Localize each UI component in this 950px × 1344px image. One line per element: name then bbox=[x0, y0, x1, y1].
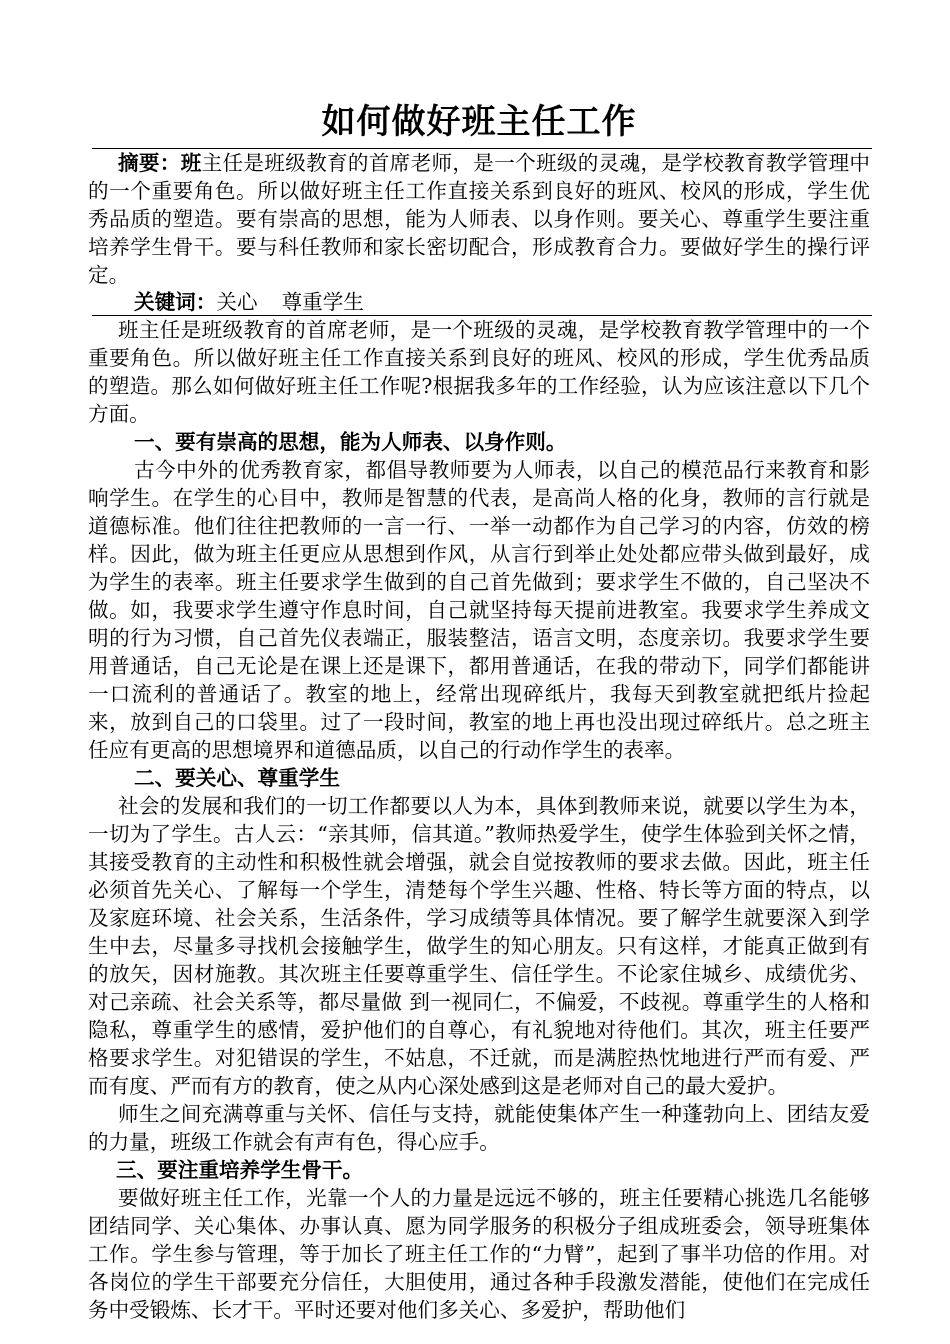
section-paragraph: 师生之间充满尊重与关怀、信任与支持，就能使集体产生一种蓬勃向上、团结友爱的力量，班级工作就会有声有色，得心应手。 bbox=[88, 1102, 870, 1154]
section-paragraph: 要做好班主任工作，光靠一个人的力量是远远不够的，班主任要精心挑选几名能够团结同学、关心集体、办事认真、愿为同学服务的积极分子组成班委会，领导班集体工作。学生参与管理，等于加长了班主任工作的“力臂”，起到了事半功倍的作用。对各岗位的学生干部要充分信任，大胆使用，通过各种手段激发潜能，使他们在完成任务中受锻炼、长才干。平时还要对他们多关心、多爱护，帮助他们 bbox=[88, 1186, 870, 1322]
section-heading: 二、要关心、尊重学生 bbox=[134, 766, 340, 790]
section-paragraph: 古今中外的优秀教育家，都倡导教师要为人师表，以自己的模范品行来教育和影响学生。在学生的心目中，教师是智慧的代表，是高尚人格的化身，教师的言行就是道德标准。他们往往把教师的一言一行、一举一动都作为自己学习的内容，仿效的榜样。因此，做为班主任更应从思想到作风，从言行到举止处处都应带头做到最好，成为学生的表率。班主任要求学生做到的自己首先做到；要求学生不做的，自己坚决不做。如，我要求学生遵守作息时间，自己就坚持每天提前进教室。我要求学生养成文明的行为习惯，自己首先仪表端正，服装整洁，语言文明，态度亲切。我要求学生要用普通话，自己无论是在课上还是课下，都用普通话，在我的带动下，同学们都能讲一口流利的普通话了。教室的地上，经常出现碎纸片，我每天到教室就把纸片捡起来，放到自己的口袋里。过了一段时间，教室的地上再也没出现过碎纸片。总之班主任应有更高的思想境界和道德品质，以自己的行动作学生的表率。 bbox=[88, 458, 870, 762]
section-heading: 一、要有崇高的思想，能为人师表、以身作则。 bbox=[134, 430, 567, 454]
keywords-row bbox=[88, 289, 870, 315]
abstract-lead: 班 bbox=[180, 151, 202, 175]
document-page bbox=[88, 96, 870, 1324]
keyword-item: 尊重学生 bbox=[281, 290, 364, 314]
keywords-label: 关键词： bbox=[134, 290, 217, 314]
abstract-text: 主任是班级教育的首席老师，是一个班级的灵魂，是学校教育教学管理中的一个重要角色。所以做好班主任工作直接关系到良好的班风、校风的形成，学生优秀品质的塑造。要有崇高的思想，能为人师表、以身作则。要关心、尊重学生要注重培养学生骨干。要与科任教师和家长密切配合，形成教育合力。要做好学生的操行评定。 bbox=[88, 151, 871, 287]
keyword-item: 关心 bbox=[216, 290, 258, 314]
section-heading: 三、要注重培养学生骨干。 bbox=[116, 1158, 364, 1182]
abstract-label: 摘要： bbox=[118, 151, 181, 175]
intro-paragraph: 班主任是班级教育的首席老师，是一个班级的灵魂，是学校教育教学管理中的一个重要角色。所以做好班主任工作直接关系到良好的班风、校风的形成，学生优秀品质的塑造。那么如何做好班主任工作呢?根据我多年的工作经验，认为应该注意以下几个方面。 bbox=[88, 318, 870, 426]
page-title: 如何做好班主任工作 bbox=[321, 102, 637, 142]
abstract-paragraph bbox=[88, 149, 870, 289]
section-paragraph: 社会的发展和我们的一切工作都要以人为本，具体到教师来说，就要以学生为本，一切为了学生。古人云：“亲其师，信其道。”教师热爱学生，使学生体验到关怀之情，其接受教育的主动性和积极性就会增强，就会自觉按教师的要求去做。因此，班主任必须首先关心、了解每一个学生，清楚每个学生兴趣、性格、特长等方面的特点，以及家庭环境、社会关系，生活条件，学习成绩等具体情况。要了解学生就要深入到学生中去，尽量多寻找机会接触学生，做学生的知心朋友。只有这样，才能真正做到有的放矢，因材施教。其次班主任要尊重学生、信任学生。不论家住城乡、成绩优劣、对己亲疏、社会关系等，都尽量做 到一视同仁，不偏爱，不歧视。尊重学生的人格和隐私，尊重学生的感情，爱护他们的自尊心，有礼貌地对待他们。其次，班主任要严格要求学生。对犯错误的学生，不姑息，不迁就，而是满腔热忱地进行严而有爱、严而有度、严而有方的教育，使之从内心深处感到这是老师对自己的最大爱护。 bbox=[88, 794, 870, 1098]
